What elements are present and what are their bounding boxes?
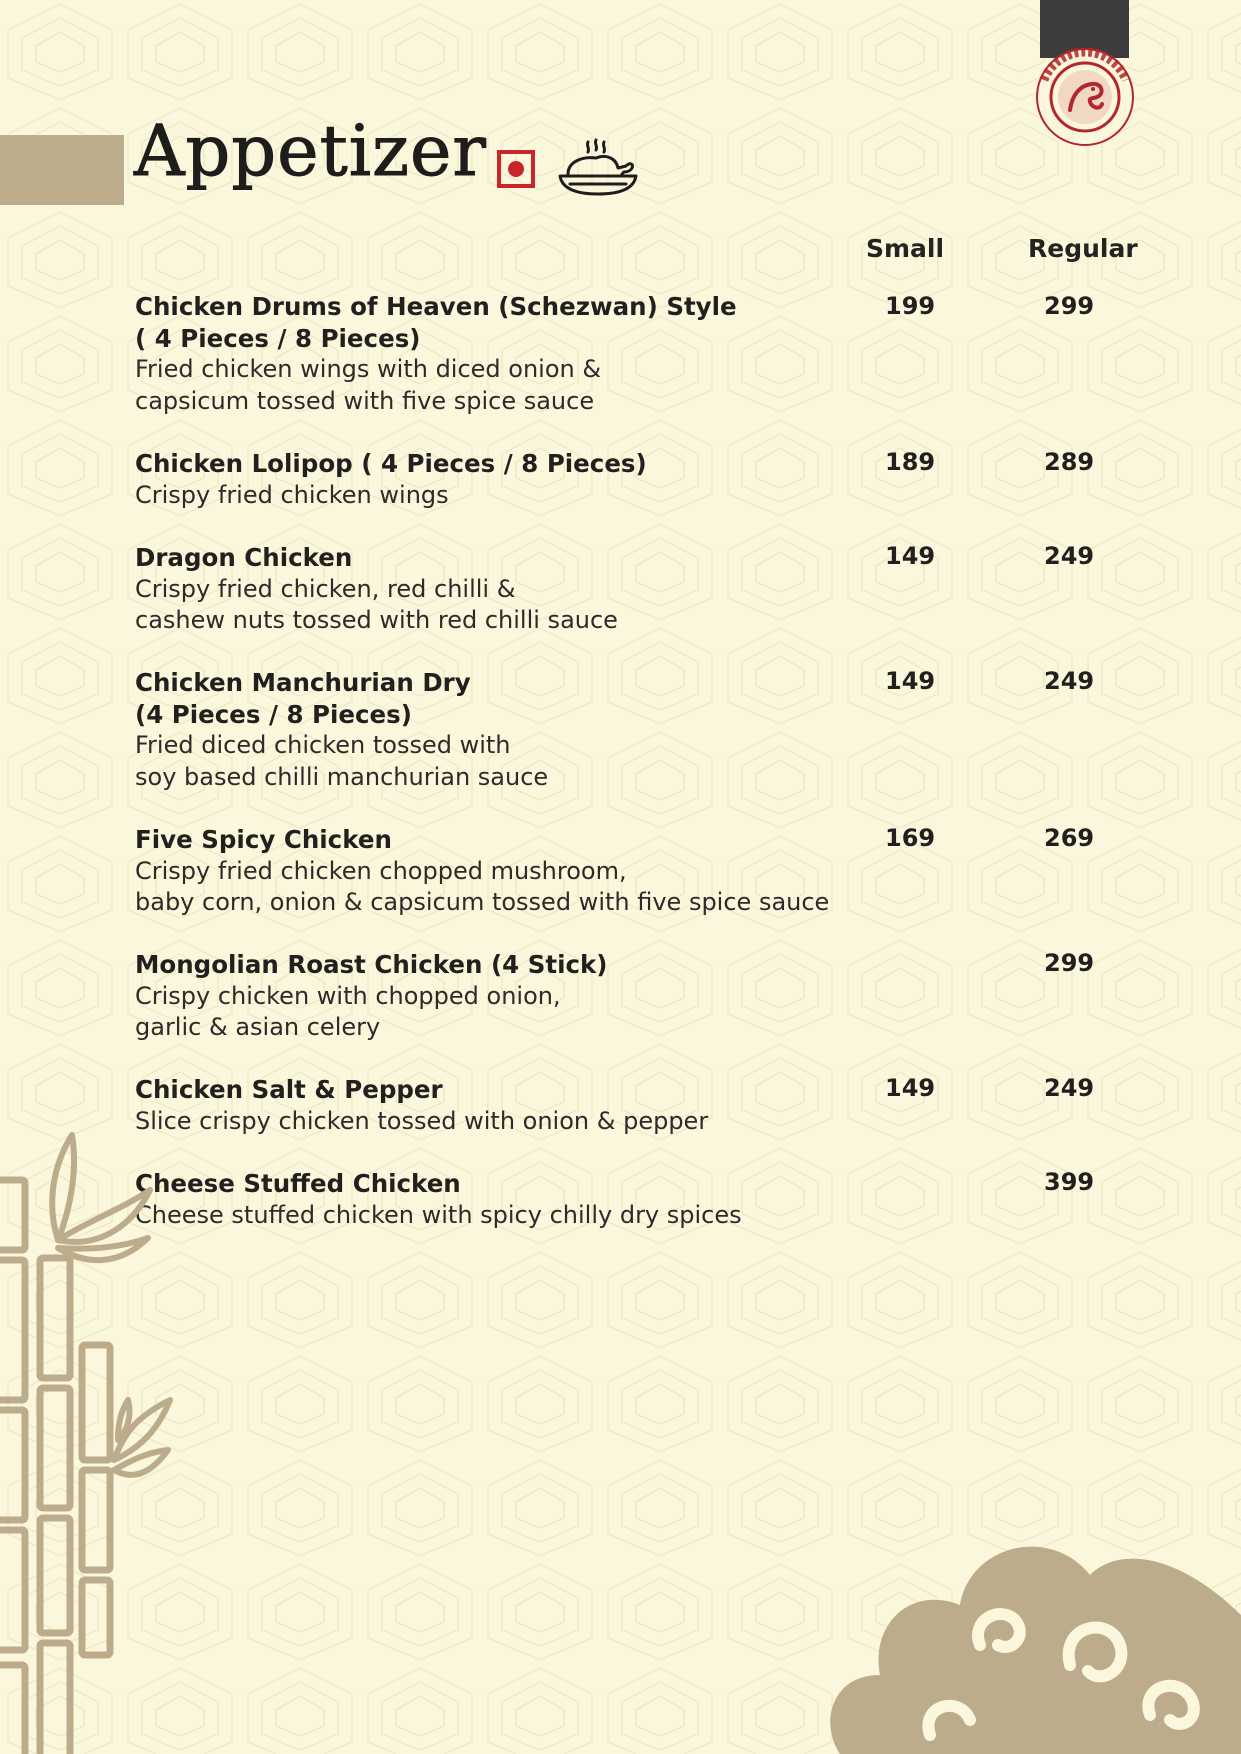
menu-item-name: Five Spicy Chicken — [135, 825, 392, 854]
non-veg-symbol-icon — [497, 150, 535, 188]
cloud-decoration — [820, 1525, 1241, 1754]
menu-item — [135, 291, 855, 417]
column-header-regular: Regular — [1028, 234, 1138, 263]
column-header-small: Small — [866, 234, 945, 263]
price-regular: 269 — [1044, 824, 1095, 852]
menu-item-name: Chicken Drums of Heaven (Schezwan) Style ( 4 Pieces / 8 Pieces) — [135, 292, 737, 353]
menu-item — [135, 1168, 855, 1231]
price-regular: 249 — [1044, 1074, 1095, 1102]
price-regular: 399 — [1044, 1168, 1095, 1196]
menu-item — [135, 448, 855, 511]
roast-chicken-dish-icon — [556, 136, 640, 200]
price-small: 199 — [885, 292, 936, 320]
menu-item — [135, 667, 855, 793]
menu-item-description: Crispy fried chicken wings — [135, 480, 449, 509]
price-small: 169 — [885, 824, 936, 852]
price-small: 149 — [885, 542, 936, 570]
price-regular: 289 — [1044, 448, 1095, 476]
dragon-house-logo — [1030, 40, 1140, 150]
non-veg-dot — [508, 161, 524, 177]
menu-item-description: Crispy chicken with chopped onion, garlic & asian celery — [135, 981, 561, 1041]
title-accent-bar — [0, 135, 124, 205]
section-title: Appetizer — [134, 110, 487, 192]
price-regular: 299 — [1044, 292, 1095, 320]
menu-item-name: Chicken Lolipop ( 4 Pieces / 8 Pieces) — [135, 449, 647, 478]
menu-item-description: Fried diced chicken tossed with soy based chilli manchurian sauce — [135, 731, 549, 791]
menu-item-name: Mongolian Roast Chicken (4 Stick) — [135, 950, 608, 979]
menu-item — [135, 949, 855, 1044]
menu-item — [135, 542, 855, 637]
menu-item-description: Slice crispy chicken tossed with onion & pepper — [135, 1106, 709, 1135]
menu-item-description: Fried chicken wings with diced onion & capsicum tossed with five spice sauce — [135, 355, 602, 415]
price-regular: 249 — [1044, 542, 1095, 570]
menu-item — [135, 1074, 855, 1137]
price-small: 149 — [885, 1074, 936, 1102]
menu-item-name: Cheese Stuffed Chicken — [135, 1169, 461, 1198]
menu-item-description: Crispy fried chicken, red chilli & cashew nuts tossed with red chilli sauce — [135, 574, 618, 634]
menu-item-description: Crispy fried chicken chopped mushroom, baby corn, onion & capsicum tossed with five spice sauce — [135, 856, 830, 916]
price-small: 149 — [885, 667, 936, 695]
menu-item-name: Dragon Chicken — [135, 543, 353, 572]
menu-item-name: Chicken Salt & Pepper — [135, 1075, 443, 1104]
menu-item-name: Chicken Manchurian Dry (4 Pieces / 8 Pieces) — [135, 668, 471, 729]
menu-item — [135, 824, 855, 919]
price-small: 189 — [885, 448, 936, 476]
price-regular: 249 — [1044, 667, 1095, 695]
bamboo-decoration — [0, 1130, 180, 1754]
menu-item-description: Cheese stuffed chicken with spicy chilly dry spices — [135, 1200, 742, 1229]
price-regular: 299 — [1044, 949, 1095, 977]
